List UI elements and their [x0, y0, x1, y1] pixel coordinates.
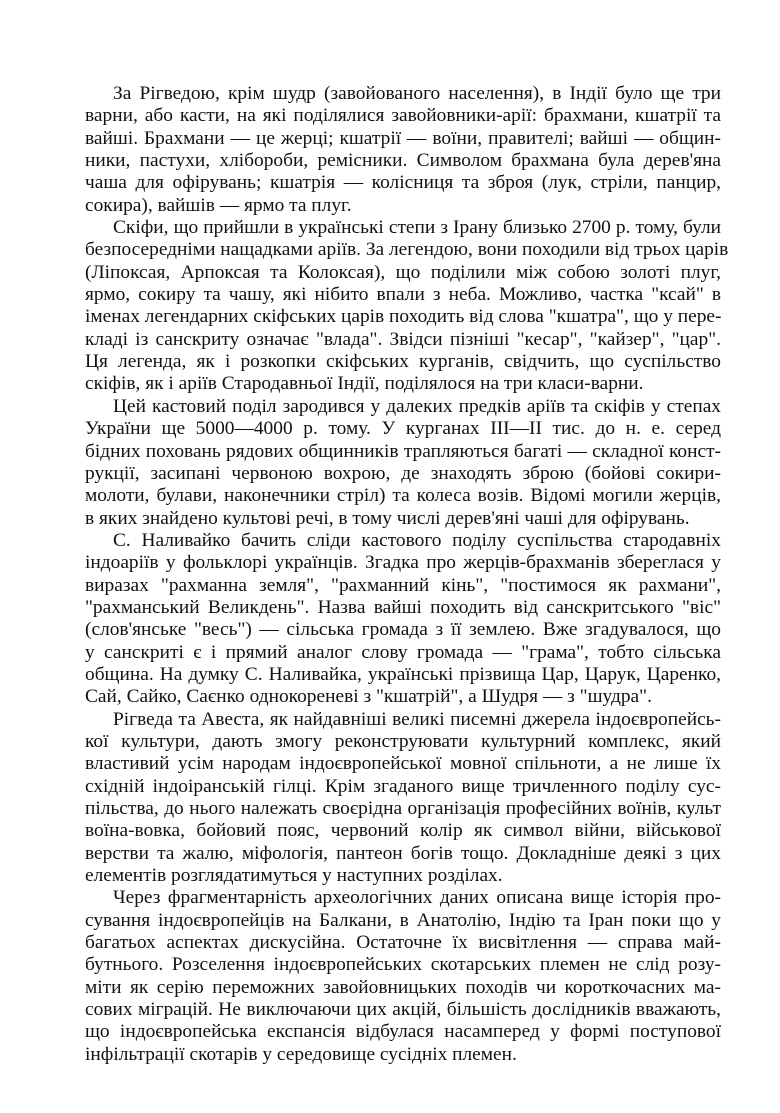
text-line: "рахманський Великдень". Назва вайші походить від санскритського "віс": [85, 596, 721, 618]
text-line: Сай, Сайко, Саєнко однокореневі з "кшатрій", а Шудря — з "шудра".: [85, 686, 652, 708]
text-line: безпосередніми нащадками аріїв. За легендою, вони походили від трьох царів: [85, 239, 729, 261]
document-page: [85, 83, 729, 1066]
text-line: індоаріїв у фольклорі українців. Згадка про жерців-брахманів збереглася у: [85, 552, 721, 574]
text-line: бутнього. Розселення індоєвропейських скотарських племен не слід розу-: [85, 954, 721, 976]
text-line: бідних поховань рядових общинників трапляються багаті — складної конст-: [85, 440, 721, 462]
text-line: України ще 5000—4000 р. тому. У курганах III—II тис. до н. е. серед: [85, 418, 721, 440]
text-line: За Рігведою, крім шудр (завойованого населення), в Індії було ще три: [113, 83, 721, 104]
paragraph-nalyvaiko-folklore: [85, 530, 721, 709]
text-line: чаша для офірувань; кшатрія — колісниця та зброя (лук, стріли, панцир,: [85, 172, 721, 194]
text-line: община. На думку С. Наливайка, українські прізвища Цар, Царук, Царенко,: [85, 663, 721, 685]
text-line: ники, пастухи, хлібороби, ремісники. Символом брахмана була дерев'яна: [85, 150, 721, 172]
paragraph-rigveda-varnas: [85, 83, 721, 217]
paragraph-rigveda-avesta: [85, 709, 721, 888]
text-line: сування індоєвропейців на Балкани, в Анатолію, Індію та Іран поки що у: [85, 909, 721, 931]
text-line: іменах легендарних скіфських царів походить від слова "кшатра", що у пере-: [85, 306, 722, 328]
text-line: східній індоіранській гілці. Крім згаданого вище тричленного поділу сус-: [85, 775, 721, 797]
text-line: варни, або касти, на які поділялися завойовники-арії: брахмани, кшатрії та: [85, 105, 721, 127]
text-line: воїна-вовка, бойовий пояс, червоний колір як символ війни, військової: [85, 820, 721, 842]
text-line: (Ліпоксая, Арпоксая та Колоксая), що поділили між собою золоті плуг,: [85, 261, 721, 283]
text-line: пільства, до нього належать своєрідна організація професійних воїнів, культ: [85, 798, 721, 819]
text-line: верстви та жалю, міфологія, пантеон богів тощо. Докладніше деякі з цих: [85, 842, 721, 864]
text-line: властивий усім народам індоєвропейської мовної спільноти, а не лише їх: [85, 753, 721, 775]
text-line: ярмо, сокиру та чашу, які нібито впали з неба. Можливо, частка "ксай" в: [85, 284, 721, 306]
text-line: рукції, засипані червоною вохрою, де знаходять зброю (бойові сокири-: [85, 462, 721, 484]
text-line: Цей кастовий поділ зародився у далеких предків аріїв та скіфів у степах: [113, 395, 721, 417]
text-line: в яких знайдено культові речі, в тому числі дерев'яні чаші для офірувань.: [85, 507, 690, 529]
text-line: сових міграцій. Не виключаючи цих акцій, більшість дослідників вважають,: [85, 999, 721, 1021]
text-line: кладі із санскриту означає "влада". Звідси пізніші "кесар", "кайзер", "цар".: [85, 328, 721, 350]
text-line: сокира), вайшів — ярмо та плуг.: [85, 194, 352, 216]
text-line: кої культури, дають змогу реконструювати культурний комплекс, який: [85, 730, 721, 752]
text-line: Через фрагментарність археологічних даних описана вище історія про-: [113, 887, 721, 909]
text-line: (слов'янське "весь") — сільська громада з її землею. Вже згадувалося, що: [85, 619, 721, 641]
text-line: елементів розглядатимуться у наступних розділах.: [85, 865, 503, 887]
text-line: вайші. Брахмани — це жерці; кшатрії — воїни, правителі; вайші — общин-: [85, 127, 721, 149]
text-line: С. Наливайко бачить сліди кастового поділу суспільства стародавніх: [113, 529, 721, 551]
text-line: виразах "рахманна земля", "рахманний кінь", "постимося як рахмани",: [85, 574, 721, 596]
text-line: Ця легенда, як і розкопки скіфських курганів, свідчить, що суспільство: [85, 351, 721, 373]
text-line: у санскриті є і прямий аналог слову громада — "грама", тобто сільська: [85, 641, 721, 663]
text-line: міти як серію переможних завойовницьких походів чи короткочасних ма-: [85, 976, 721, 998]
paragraph-scythians: [85, 217, 729, 396]
paragraph-indoeuropean-expansion: [85, 887, 721, 1066]
text-line: скіфів, як і аріїв Стародавньої Індії, поділялося на три класи-варни.: [85, 373, 644, 395]
paragraph-caste-origins: [85, 396, 721, 530]
text-line: Скіфи, що прийшли в українські степи з Ірану близько 2700 р. тому, були: [113, 217, 721, 239]
text-line: Рігведа та Авеста, як найдавніші великі писемні джерела індоєвропейсь-: [113, 708, 721, 730]
text-line: інфільтрації скотарів у середовище сусідніх племен.: [85, 1043, 517, 1065]
text-line: багатьох аспектах дискусійна. Остаточне їх висвітлення — справа май-: [85, 932, 721, 954]
text-line: молоти, булави, наконечники стріл) та колеса возів. Відомі могили жерців,: [85, 485, 721, 507]
text-line: що індоєвропейська експансія відбулася насамперед у формі поступової: [85, 1021, 721, 1043]
